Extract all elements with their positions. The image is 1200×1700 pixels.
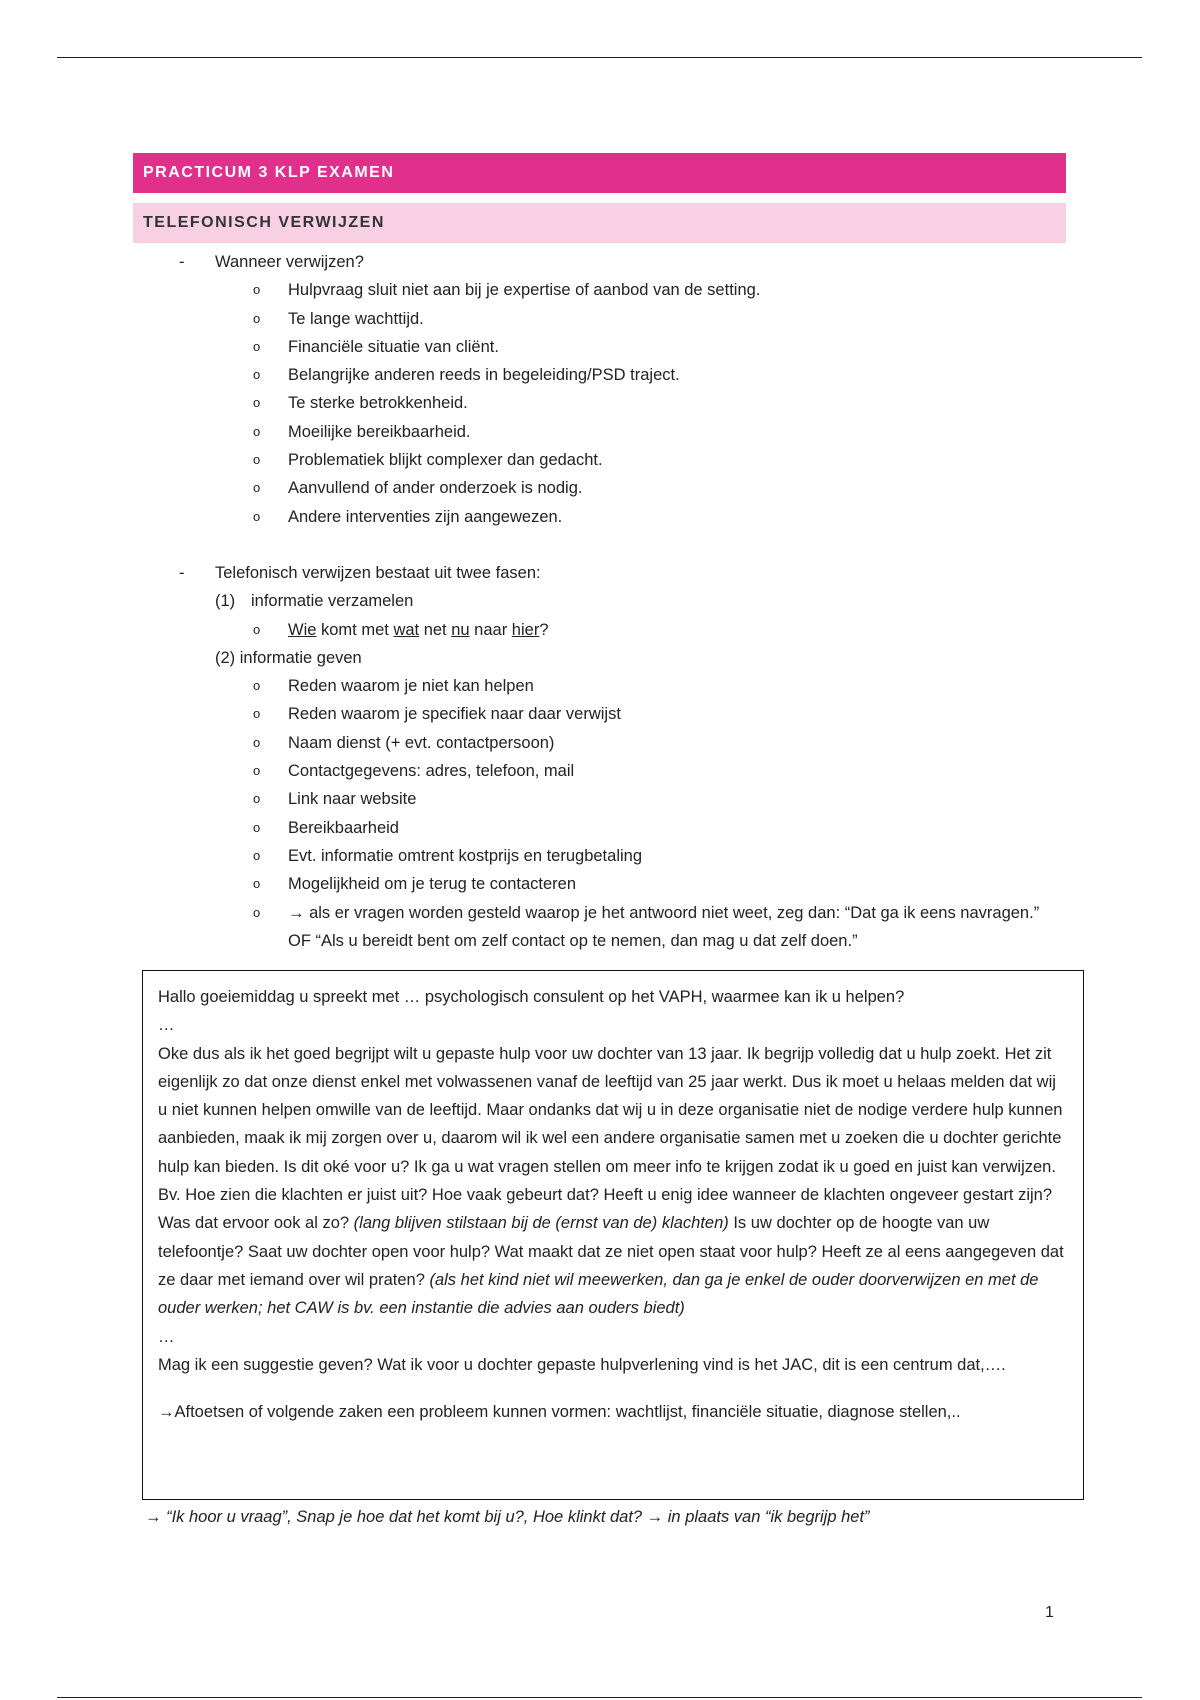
list-item xyxy=(133,700,1066,728)
list-item xyxy=(133,899,1066,956)
list-item-text: Link naar website xyxy=(288,790,417,809)
heading-title: PRACTICUM 3 KLP EXAMEN xyxy=(133,153,1066,193)
bottom-rule xyxy=(57,1697,1142,1698)
when-section xyxy=(133,248,1066,955)
list-item xyxy=(133,870,1066,898)
list-item xyxy=(133,729,1066,757)
list-item-text: Mogelijkheid om je terug te contacteren xyxy=(288,875,576,894)
circle-bullet-icon: o xyxy=(253,621,261,637)
circle-bullet-icon: o xyxy=(253,791,261,807)
dash-bullet: - xyxy=(179,563,185,582)
list-item xyxy=(133,672,1066,700)
page-number: 1 xyxy=(1045,1604,1054,1621)
circle-bullet-icon: o xyxy=(253,367,261,383)
list-item xyxy=(133,389,1066,417)
circle-bullet-icon: o xyxy=(253,847,261,863)
list-item xyxy=(133,785,1066,813)
ellipsis: … xyxy=(158,1327,175,1346)
circle-bullet-icon: o xyxy=(253,819,261,835)
dash-bullet: - xyxy=(179,253,185,271)
list-item xyxy=(133,559,1066,587)
italic-note: (lang blijven stilstaan bij de (ernst van de) klachten) xyxy=(353,1214,729,1233)
footnote: → “Ik hoor u vraag”, Snap je hoe dat het komt bij u?, Hoe klinkt dat? → in plaats van “ik begrijp het” xyxy=(145,1508,870,1526)
circle-bullet-icon: o xyxy=(253,706,261,722)
circle-bullet-icon: o xyxy=(253,734,261,750)
underlined-word: hier xyxy=(511,620,540,639)
list-item-text: Belangrijke anderen reeds in begeleiding/PSD traject. xyxy=(288,366,680,385)
list-item-text: Problematiek blijkt complexer dan gedacht. xyxy=(288,451,603,470)
phase-1-label xyxy=(133,587,1066,615)
list-item xyxy=(133,474,1066,502)
italic-note: (als het kind niet wil meewerken, dan ga je enkel de ouder doorverwijzen en met de ouder werken; het CAW is bv. een instantie die advies aan ouders biedt) xyxy=(158,1270,1039,1318)
list-item-text: Hulpvraag sluit niet aan bij je expertise of aanbod van de setting. xyxy=(288,281,761,300)
circle-bullet-icon: o xyxy=(253,452,261,468)
list-item-text: Moeilijke bereikbaarheid. xyxy=(288,422,471,441)
dialogue-paragraph: Oke dus als ik het goed begrijpt wilt u gepaste hulp voor uw dochter van 13 jaar. Ik begrijp volledig dat u hulp zoekt. Het zit eigenlijk zo dat onze dienst enkel met volwassenen vanaf de leeftijd van 25 jaar werkt. Dus ik moet u helaas melden dat wij u niet kunnen helpen omwille van de leeftijd. Maar ondanks dat wij u in deze organisatie niet de nodige verdere hulp kunnen aanbieden, maak ik mij zorgen over u, daarom wil ik wel een andere organisatie samen met u zoeken die u dochter gerichte hulp kan bieden. Is dit oké voor u? Ik ga u wat vragen stellen om meer info te krijgen zodat ik u goed en juist kan verwijzen. Bv. Hoe zien die klachten er juist uit? Hoe vaak gebeurt dat? Heeft u enig idee wanneer de klachten ongeveer gestart zijn? Was dat ervoor ook al zo? (lang blijven stilstaan bij de (ernst van de) klachten) Is uw dochter op de hoogte van uw telefoontje? Saat uw dochter open voor hulp? Wat maakt dat ze niet open staat voor hulp? Heeft ze al eens aangegeven dat ze daar met iemand over wil praten? (als het kind niet wil meewerken, dan ga je enkel de ouder doorverwijzen en met de ouder werken; het CAW is bv. een instantie die advies aan ouders biedt) xyxy=(158,1044,1064,1318)
phase-1-number: (1) xyxy=(215,592,236,611)
phase-2-list xyxy=(133,672,1066,898)
check-note: →Aftoetsen of volgende zaken een probleem kunnen vormen: wachtlijst, financiële situatie, diagnose stellen,.. xyxy=(158,1403,961,1422)
circle-bullet-icon: o xyxy=(253,480,261,496)
list-item-text: Aanvullend of ander onderzoek is nodig. xyxy=(288,479,583,498)
list-item xyxy=(133,305,1066,333)
list-item xyxy=(133,333,1066,361)
example-dialogue-box xyxy=(142,970,1084,1500)
list-item xyxy=(133,842,1066,870)
list-item xyxy=(133,276,1066,304)
when-question: Wanneer verwijzen? xyxy=(215,253,364,271)
phases-intro: Telefonisch verwijzen bestaat uit twee fasen: xyxy=(215,563,541,582)
list-item-text: Te lange wachttijd. xyxy=(288,309,424,328)
list-item-text: Bereikbaarheid xyxy=(288,818,399,837)
list-item xyxy=(133,814,1066,842)
circle-bullet-icon: o xyxy=(253,876,261,892)
list-item-text: Financiële situatie van cliënt. xyxy=(288,337,499,356)
greeting: Hallo goeiemiddag u spreekt met … psychologisch consulent op het VAPH, waarmee kan ik u helpen? xyxy=(158,988,905,1006)
list-item xyxy=(133,248,1066,276)
phase-1-question: Wie komt met wat net nu naar hier? xyxy=(288,620,549,639)
heading-section: TELEFONISCH VERWIJZEN xyxy=(133,203,1066,243)
list-item-text: Te sterke betrokkenheid. xyxy=(288,394,468,413)
top-rule xyxy=(57,57,1142,58)
list-item-text: Reden waarom je niet kan helpen xyxy=(288,677,534,696)
phase-2-label: (2) informatie geven xyxy=(215,648,362,667)
phase-2-last-item: → als er vragen worden gesteld waarop je het antwoord niet weet, zeg dan: “Dat ga ik eens navragen.” OF “Als u bereidt bent om zelf contact op te nemen, dan mag u dat zelf doen.” xyxy=(288,903,1040,950)
underlined-word: wat xyxy=(393,620,420,639)
list-item-text: Reden waarom je specifiek naar daar verwijst xyxy=(288,705,621,724)
list-item-text: Andere interventies zijn aangewezen. xyxy=(288,507,563,526)
suggestion: Mag ik een suggestie geven? Wat ik voor u dochter gepaste hulpverlening vind is het JAC, dit is een centrum dat,…. xyxy=(158,1355,1006,1374)
list-item xyxy=(133,616,1066,644)
ellipsis: … xyxy=(158,1016,175,1035)
circle-bullet-icon: o xyxy=(253,508,261,524)
list-item-text: Evt. informatie omtrent kostprijs en terugbetaling xyxy=(288,846,643,865)
circle-bullet-icon: o xyxy=(253,423,261,439)
when-list xyxy=(133,276,1066,531)
phase-1-text: informatie verzamelen xyxy=(251,592,414,611)
circle-bullet-icon: o xyxy=(253,678,261,694)
list-item xyxy=(133,503,1066,531)
circle-bullet-icon: o xyxy=(253,904,261,920)
circle-bullet-icon: o xyxy=(253,763,261,779)
circle-bullet-icon: o xyxy=(253,310,261,326)
circle-bullet-icon: o xyxy=(253,338,261,354)
circle-bullet-icon: o xyxy=(253,395,261,411)
underlined-word: nu xyxy=(451,620,470,639)
list-item-text: Contactgegevens: adres, telefoon, mail xyxy=(288,762,575,781)
list-item xyxy=(133,446,1066,474)
page-content xyxy=(133,153,1066,955)
list-item xyxy=(133,361,1066,389)
list-item xyxy=(133,757,1066,785)
circle-bullet-icon: o xyxy=(253,282,261,298)
list-item-text: Naam dienst (+ evt. contactpersoon) xyxy=(288,733,555,752)
list-item xyxy=(133,418,1066,446)
underlined-word: Wie xyxy=(288,620,317,639)
